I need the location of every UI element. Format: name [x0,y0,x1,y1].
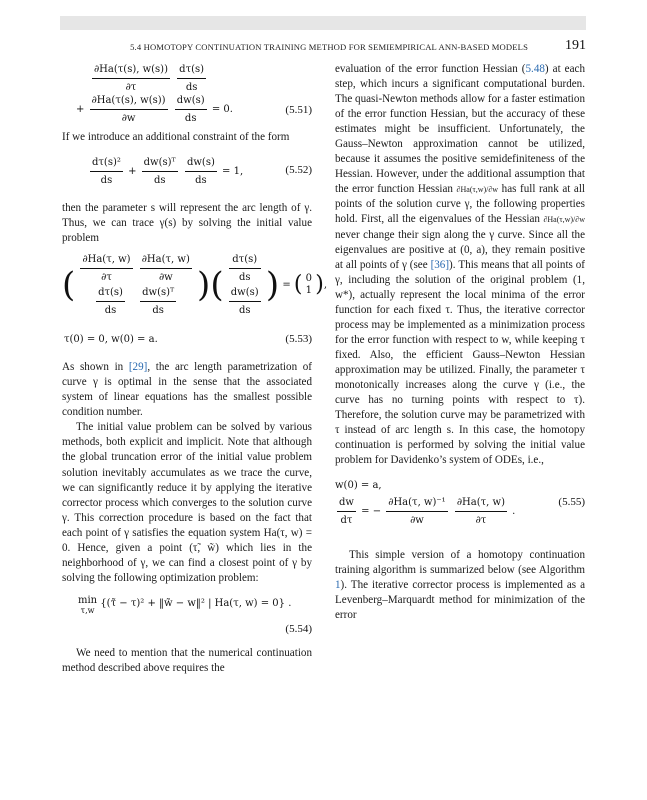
eq553-m11-den: ∂τ [101,272,112,284]
eq553-v2-den: ds [238,305,251,317]
eq553-m22-den: ds [152,305,164,317]
eq553-rhs-top: 0 [305,273,313,285]
eq554-body: {(τ̃ − τ)² + ‖w̃ − w‖² | Ha(τ, w) = 0} . [100,597,292,609]
equation-number: (5.51) [285,104,312,116]
eq553-v1-den: ds [238,272,251,284]
paragraph: We need to mention that the numerical continuation method described above requires the [62,646,312,674]
equation-number: (5.53) [285,333,312,346]
eq553-m21-den: ds [104,305,117,317]
eq551-rhs: = 0. [211,104,233,116]
eq553-initial: τ(0) = 0, w(0) = a. [64,334,158,346]
eq555-right-den: ∂τ [475,515,487,527]
eq553-m12-den: ∂w [158,272,173,284]
eq551-num-c: ∂Ha(τ(s), w(s)) [90,93,168,110]
eq554-min: min [78,594,98,606]
page-header [60,38,586,54]
eq553-v1-num: dτ(s) [229,252,261,269]
eq555-lhs-num: dw [337,495,356,512]
inline-hessian: ∂Ha(τ,w)/∂w [456,185,499,195]
eq555-mid-den: ∂w [410,515,424,527]
eq553-v2-num: dw(s) [229,285,261,302]
equation-number: (5.55) [558,496,585,509]
eq553-rhs-bot: 1 [305,285,313,297]
equation-5-55: w(0) = a, $\frac{dw}{d\tau}$ = − $\frac{\text{∂Ha(τ, w)⁻¹}}{\partial w}$ $\frac{\partial Ha(\tau, w)}{\partial\tau}$ . (5.55) [335,478,585,536]
running-head: 5.4 HOMOTOPY CONTINUATION TRAINING METHOD FOR SEMIEMPIRICAL ANN-BASED MODELS [130,42,528,52]
eq551-num-a: ∂Ha(τ(s), w(s)) [92,62,170,79]
header-band [60,16,586,30]
left-column [62,62,328,676]
eq552-den-a: ds [100,175,113,187]
paragraph: As shown in [29], the arc length parametrization of curve γ is optimal in the sense that the associated system of linear equations has the smallest possible condition number. [62,361,312,419]
eq552-num-c: dw(s) [185,155,217,172]
equation-number: (5.52) [285,164,312,177]
citation-link[interactable]: [36] [430,258,450,271]
eq555-right-num: ∂Ha(τ, w) [455,495,507,512]
eq552-num-a: dτ(s)² [90,155,123,172]
paragraph: The initial value problem can be solved by various methods, both explicit and implicit. Note that although the global truncation error of the initial value problem solution inevitably accumulates as we trace the curve, we can significantly reduce it by applying the iterative corrector process which converges to the solution curve γ. This correction procedure is based on the fact that each point of γ satisfies the equation system Ha(τ, w) = 0. Hence, given a point (τ̃, w̃) which lies in the neighborhood of γ, we can find a closest point of γ by solving the following optimization problem: [62,421,312,584]
eq555-line1: w(0) = a, [335,480,382,492]
eq555-mid-num: ∂Ha(τ, w)⁻¹ [386,495,447,512]
eq551-den-b: ds [185,82,198,94]
eq555-lhs-den: dτ [340,515,353,527]
eq552-num-b: dw(s)ᵀ [142,155,178,172]
eq552-rhs: = 1, [222,166,244,178]
eq553-m22-num: dw(s)ᵀ [140,285,176,302]
inline-hessian: ∂Ha(τ,w)/∂w [543,215,585,225]
paragraph: If we introduce an additional constraint of the form [62,131,290,143]
eq552-den-b: ds [153,175,166,187]
eq553-m21-num: dτ(s) [96,285,125,302]
eq554-sub: τ,w [80,605,95,615]
eq551-num-b: dτ(s) [177,62,206,79]
equation-5-51: $\frac{\partial Ha(\tau(s), w(s))}{\partial\tau}$ $\frac{d\tau(s)}{ds}$ + $\frac{\partial Ha(\tau(s), w(s))}{\partial w}$ $\frac{dw(s)}{ds}$ = 0. (5.51) [62,62,312,124]
equation-5-52: $\frac{\text{dτ(s)²}}{ds}$ + $\frac{\text{dw(s)ᵀ}}{ds}$ $\frac{dw(s)}{ds}$ = 1, (5.52) [62,151,312,195]
eq552-den-c: ds [195,175,207,187]
equation-5-54 [62,594,312,640]
eq551-den-a: ∂τ [125,82,137,94]
paragraph: evaluation of the error function Hessian (5.48) at each step, which incurs a significant computational burden. The quasi-Newton methods allow for a faster estimation of the error function Hessian, but the accuracy of these estimates might be insufficient. Unfortunately, the Gauss–Newton approximation cannot be utilized, because it assumes the positive semidefiniteness of the Hessian. However, under the additional assumption that the error function Hessian ∂Ha(τ,w)/∂w has full rank at all points of the solution curve γ, the following properties hold. First, all the eigenvalues of the Hessian ∂Ha(τ,w)/∂w never change their sign along the γ curve. Since all the eigenvalues are positive at (0, a), they remain positive at all points of γ (see [36]). This means that all points of γ, including the solution of the original problem (1, w*), actually represent the local minima of the error function for each fixed τ. Thus, the iterative corrector process may be implemented as a minimization process for the error function with respect to w, while keeping τ fixed. Also, the efficient Gauss–Newton Hessian approximation may be utilized. Finally, the parameter τ monotonically increases along the curve γ (i.e., the curve has no turning points with respect to τ). Therefore, the solution curve may be parametrized with τ instead of arc length s. In this case, the homotopy continuation is performed by solving the initial value problem for Davidenko’s system of ODEs, i.e., [335,63,585,467]
algorithm-link[interactable]: 1 [335,579,341,592]
equation-link[interactable]: 5.48 [525,63,545,75]
eq551-num-d: dw(s) [175,93,207,110]
eq553-m12-num: ∂Ha(τ, w) [140,252,192,269]
right-column [335,62,585,624]
eq551-den-d: ds [184,113,197,125]
paragraph: This simple version of a homotopy continuation training algorithm is summarized below (see Algorithm 1). The iterative corrector process is implemented as a Levenberg–Marquardt method for minimization of the error [335,549,585,622]
paragraph: then the parameter s will represent the arc length of γ. Thus, we can trace γ(s) by solving the initial value problem [62,202,312,245]
equation-number: (5.54) [285,622,312,635]
equation-5-53: ( $\frac{\partial Ha(\tau, w)}{\partial\tau}$ $\frac{\partial Ha(\tau, w)}{\partial w}$ $\frac{d\tau(s)}{ds}$ $\frac{\text{dw(s)ᵀ}}{ds}$ )( dτ(s) ds dw(s) ds ) = ( 0 1 ), τ(0) = 0, w(0) = a. (5.53) [62,252,312,348]
citation-link[interactable]: [29] [128,361,148,374]
eq551-den-c: ∂w [121,113,136,125]
page-number: 191 [565,38,586,53]
eq553-m11-num: ∂Ha(τ, w) [80,252,132,269]
